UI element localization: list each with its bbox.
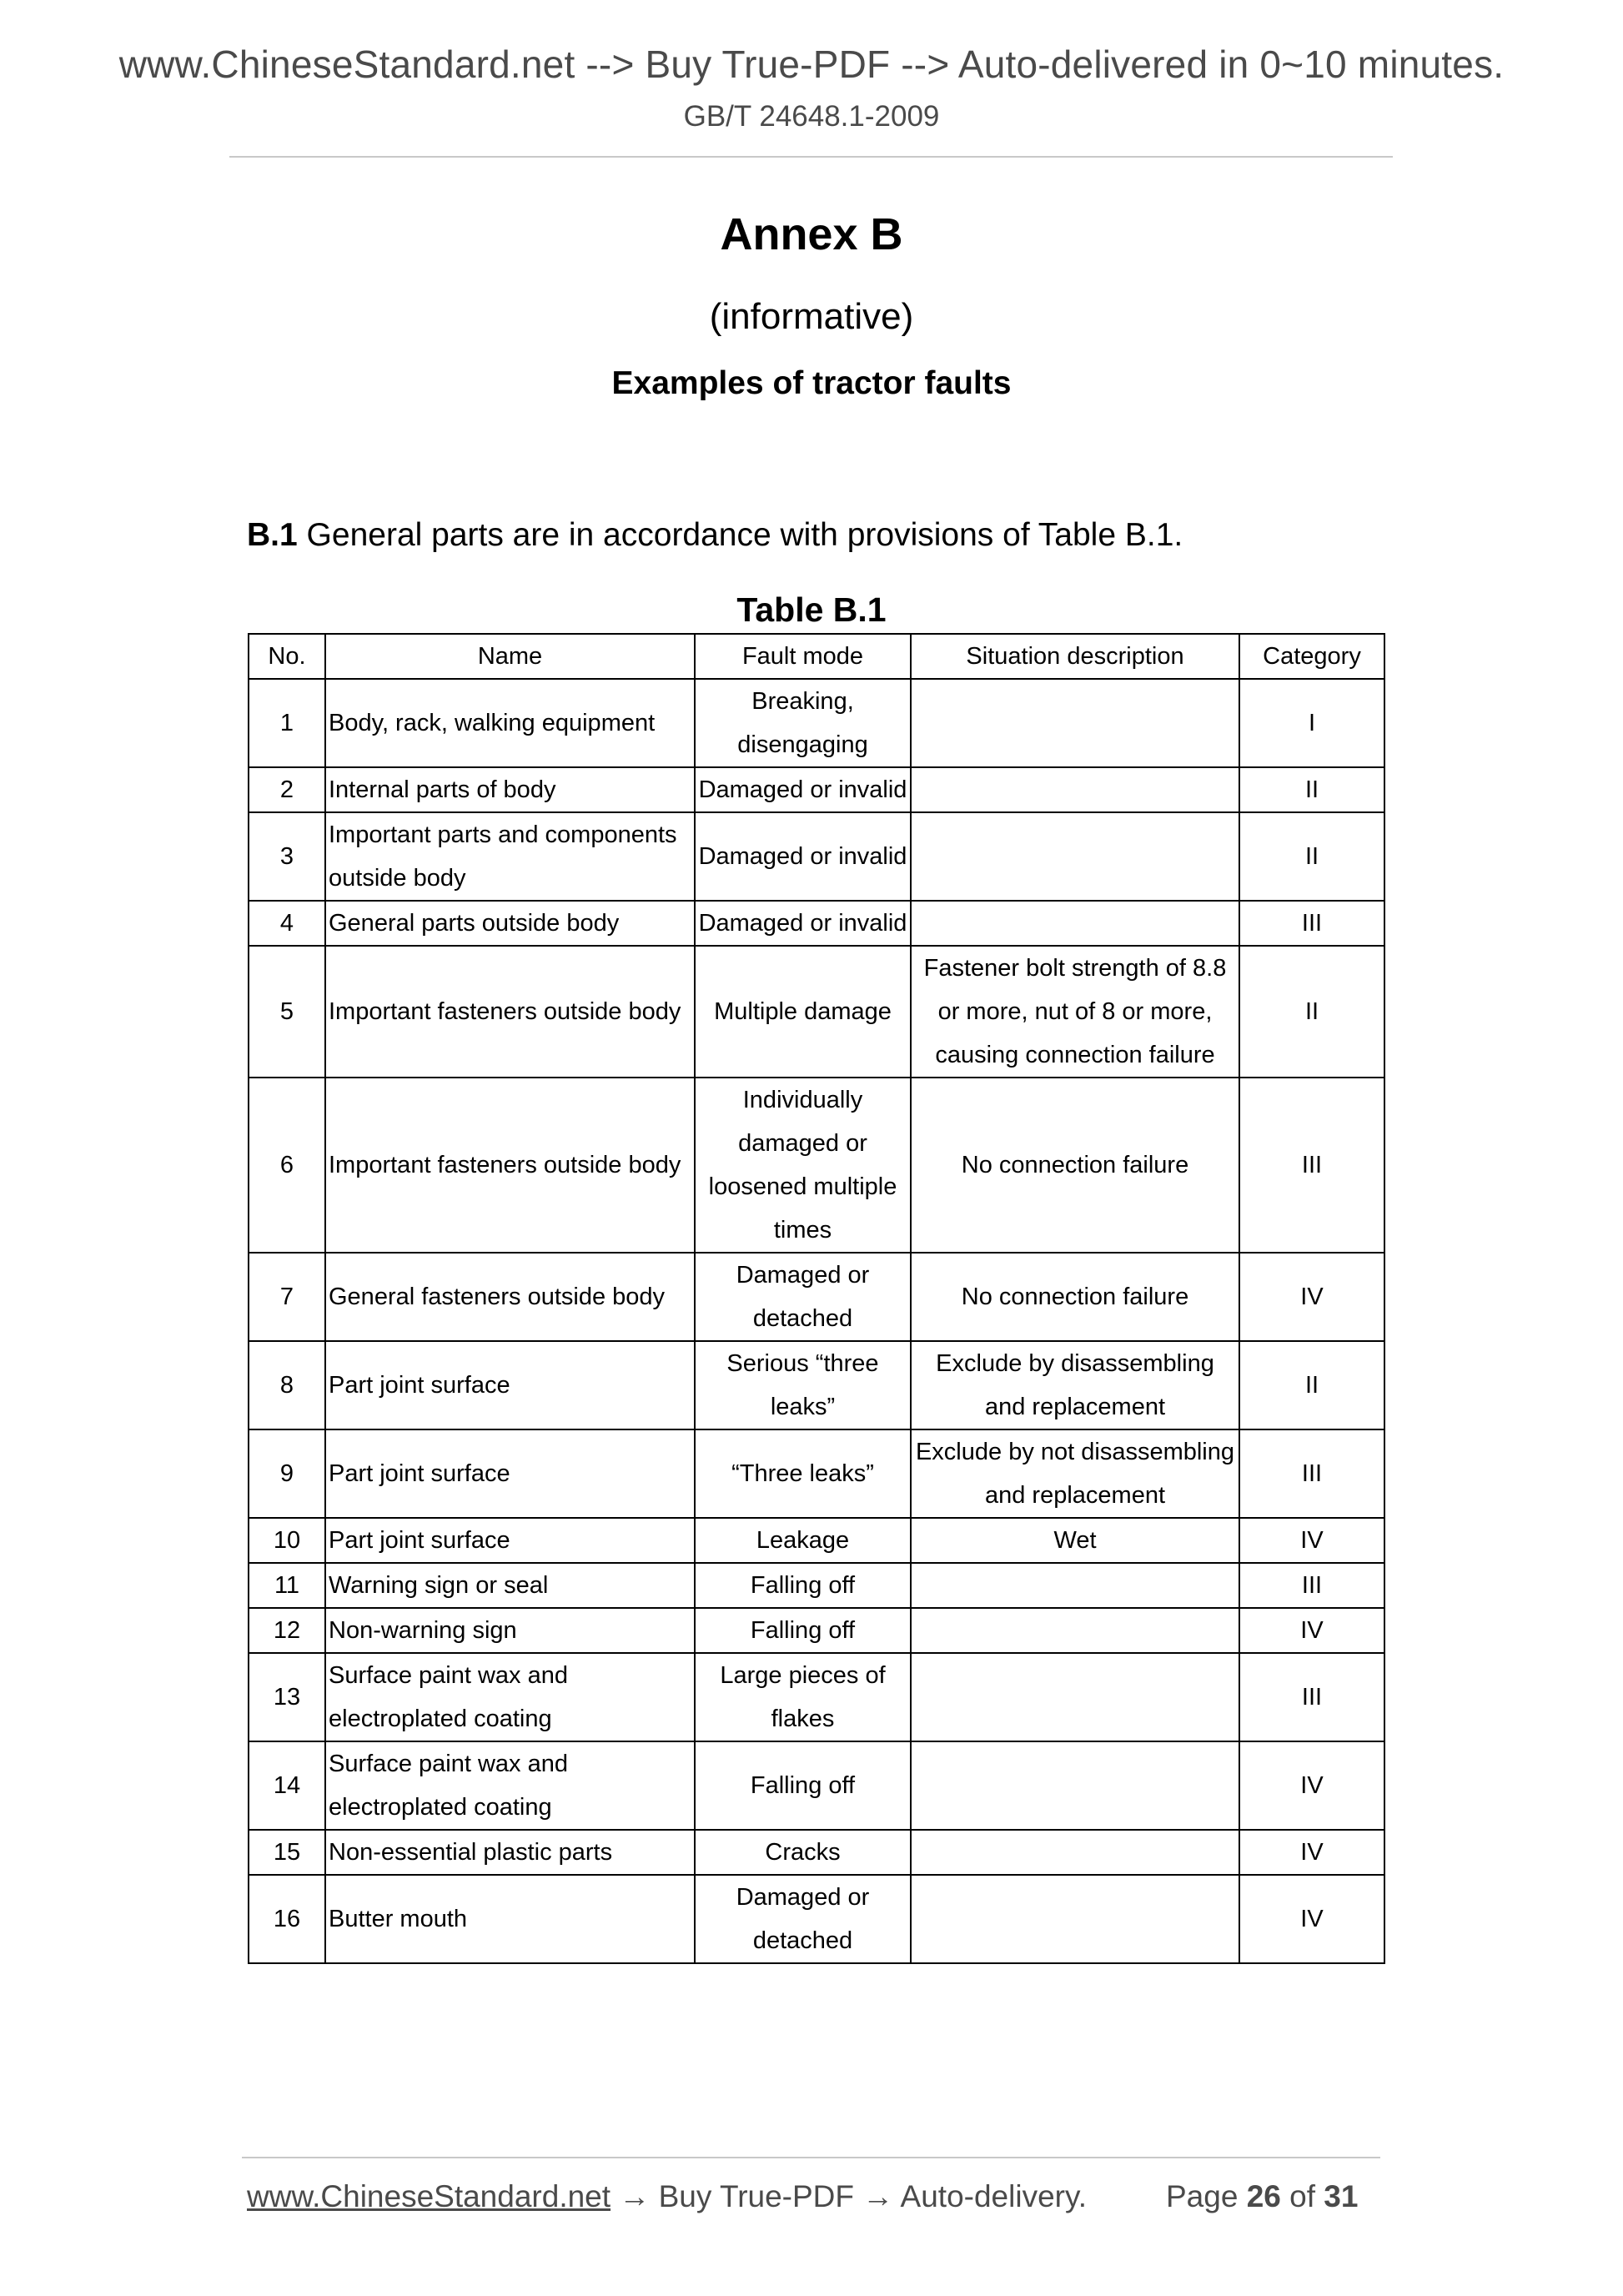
table-row [249,1563,1384,1608]
cell-category: III [1239,1429,1384,1518]
cell-fault-mode: “Three leaks” [695,1429,911,1518]
clause-number: B.1 [247,517,298,553]
cell-category: IV [1239,1741,1384,1830]
table-row [249,1875,1384,1963]
cell-no: 14 [249,1741,325,1830]
cell-fault-mode: Large pieces of flakes [695,1653,911,1741]
cell-fault-mode: Damaged or invalid [695,767,911,812]
cell-situation: Exclude by disassembling and replacement [911,1341,1239,1429]
table-row [249,901,1384,946]
footer-links [247,2179,1087,2214]
cell-fault-mode: Damaged or invalid [695,812,911,901]
clause-text: General parts are in accordance with provisions of Table B.1. [306,517,1183,553]
table-row [249,1741,1384,1830]
cell-no: 9 [249,1429,325,1518]
table-row [249,1253,1384,1341]
column-header-category: Category [1239,634,1384,679]
cell-no: 16 [249,1875,325,1963]
cell-category: IV [1239,1253,1384,1341]
cell-no: 12 [249,1608,325,1653]
cell-name: Surface paint wax and electroplated coating [325,1653,695,1741]
cell-fault-mode: Damaged or detached [695,1875,911,1963]
cell-category: IV [1239,1608,1384,1653]
cell-name: Non-essential plastic parts [325,1830,695,1875]
cell-fault-mode: Damaged or detached [695,1253,911,1341]
annex-title: Annex B [720,209,903,259]
cell-situation [911,901,1239,946]
table-row [249,1608,1384,1653]
header-divider [229,156,1393,158]
fault-table [248,633,1385,1964]
cell-fault-mode: Damaged or invalid [695,901,911,946]
cell-no: 3 [249,812,325,901]
cell-fault-mode: Breaking, disengaging [695,679,911,767]
cell-situation [911,767,1239,812]
cell-category: IV [1239,1518,1384,1563]
table-row [249,946,1384,1078]
cell-category: III [1239,1563,1384,1608]
clause-b1 [247,517,1414,554]
cell-situation: Fastener bolt strength of 8.8 or more, nut of 8 or more, causing connection failure [911,946,1239,1078]
page-current: 26 [1246,2179,1281,2213]
cell-category: III [1239,901,1384,946]
table-row [249,1653,1384,1741]
cell-name: Butter mouth [325,1875,695,1963]
cell-name: Part joint surface [325,1341,695,1429]
cell-situation: Exclude by not disassembling and replacement [911,1429,1239,1518]
table-header-row [249,634,1384,679]
cell-category: III [1239,1653,1384,1741]
cell-category: III [1239,1078,1384,1253]
cell-situation: No connection failure [911,1253,1239,1341]
cell-situation [911,679,1239,767]
cell-situation [911,1830,1239,1875]
page-of: of [1289,2179,1315,2213]
cell-name: Non-warning sign [325,1608,695,1653]
cell-no: 4 [249,901,325,946]
cell-name: Part joint surface [325,1518,695,1563]
table-row [249,1341,1384,1429]
cell-no: 7 [249,1253,325,1341]
arrow-icon: → [862,2179,894,2213]
footer-auto-text: Auto-delivery. [900,2179,1088,2213]
cell-situation [911,812,1239,901]
cell-fault-mode: Leakage [695,1518,911,1563]
cell-no: 2 [249,767,325,812]
cell-category: II [1239,946,1384,1078]
page-indicator [1166,2179,1358,2214]
cell-situation: No connection failure [911,1078,1239,1253]
cell-name: Important parts and components outside body [325,812,695,901]
column-header-fault-mode: Fault mode [695,634,911,679]
cell-name: Important fasteners outside body [325,946,695,1078]
standard-number: GB/T 24648.1-2009 [683,100,940,133]
table-row [249,1830,1384,1875]
table-row [249,679,1384,767]
cell-no: 8 [249,1341,325,1429]
footer-divider [242,2157,1380,2158]
cell-name: Part joint surface [325,1429,695,1518]
cell-fault-mode: Serious “three leaks” [695,1341,911,1429]
cell-no: 10 [249,1518,325,1563]
table-body [249,679,1384,1963]
cell-situation [911,1741,1239,1830]
cell-fault-mode: Falling off [695,1608,911,1653]
footer-buy-text: Buy True-PDF [658,2179,855,2213]
cell-situation [911,1563,1239,1608]
table-row [249,1518,1384,1563]
cell-name: General fasteners outside body [325,1253,695,1341]
cell-category: II [1239,1341,1384,1429]
cell-fault-mode: Cracks [695,1830,911,1875]
cell-name: Warning sign or seal [325,1563,695,1608]
cell-category: I [1239,679,1384,767]
cell-category: II [1239,812,1384,901]
footer-site-link[interactable]: www.ChineseStandard.net [247,2179,611,2213]
cell-category: IV [1239,1875,1384,1963]
cell-name: Surface paint wax and electroplated coating [325,1741,695,1830]
page-total: 31 [1324,2179,1359,2213]
table-caption: Table B.1 [736,590,887,629]
cell-situation [911,1875,1239,1963]
cell-no: 1 [249,679,325,767]
cell-category: II [1239,767,1384,812]
cell-name: Internal parts of body [325,767,695,812]
column-header-no: No. [249,634,325,679]
cell-no: 6 [249,1078,325,1253]
cell-name: Body, rack, walking equipment [325,679,695,767]
table-row [249,812,1384,901]
cell-no: 15 [249,1830,325,1875]
top-banner: www.ChineseStandard.net --> Buy True-PDF --> Auto-delivered in 0~10 minutes. [118,43,1505,86]
page-label: Page [1166,2179,1239,2213]
table-row [249,1429,1384,1518]
cell-situation: Wet [911,1518,1239,1563]
table-row [249,1078,1384,1253]
cell-fault-mode: Falling off [695,1563,911,1608]
arrow-icon: → [619,2179,651,2213]
annex-type: (informative) [709,296,914,337]
cell-name: General parts outside body [325,901,695,946]
column-header-situation: Situation description [911,634,1239,679]
cell-name: Important fasteners outside body [325,1078,695,1253]
cell-no: 13 [249,1653,325,1741]
table-row [249,767,1384,812]
annex-subtitle: Examples of tractor faults [611,365,1012,401]
cell-fault-mode: Multiple damage [695,946,911,1078]
cell-no: 5 [249,946,325,1078]
column-header-name: Name [325,634,695,679]
cell-fault-mode: Individually damaged or loosened multiple times [695,1078,911,1253]
cell-fault-mode: Falling off [695,1741,911,1830]
cell-situation [911,1653,1239,1741]
cell-category: IV [1239,1830,1384,1875]
cell-situation [911,1608,1239,1653]
cell-no: 11 [249,1563,325,1608]
